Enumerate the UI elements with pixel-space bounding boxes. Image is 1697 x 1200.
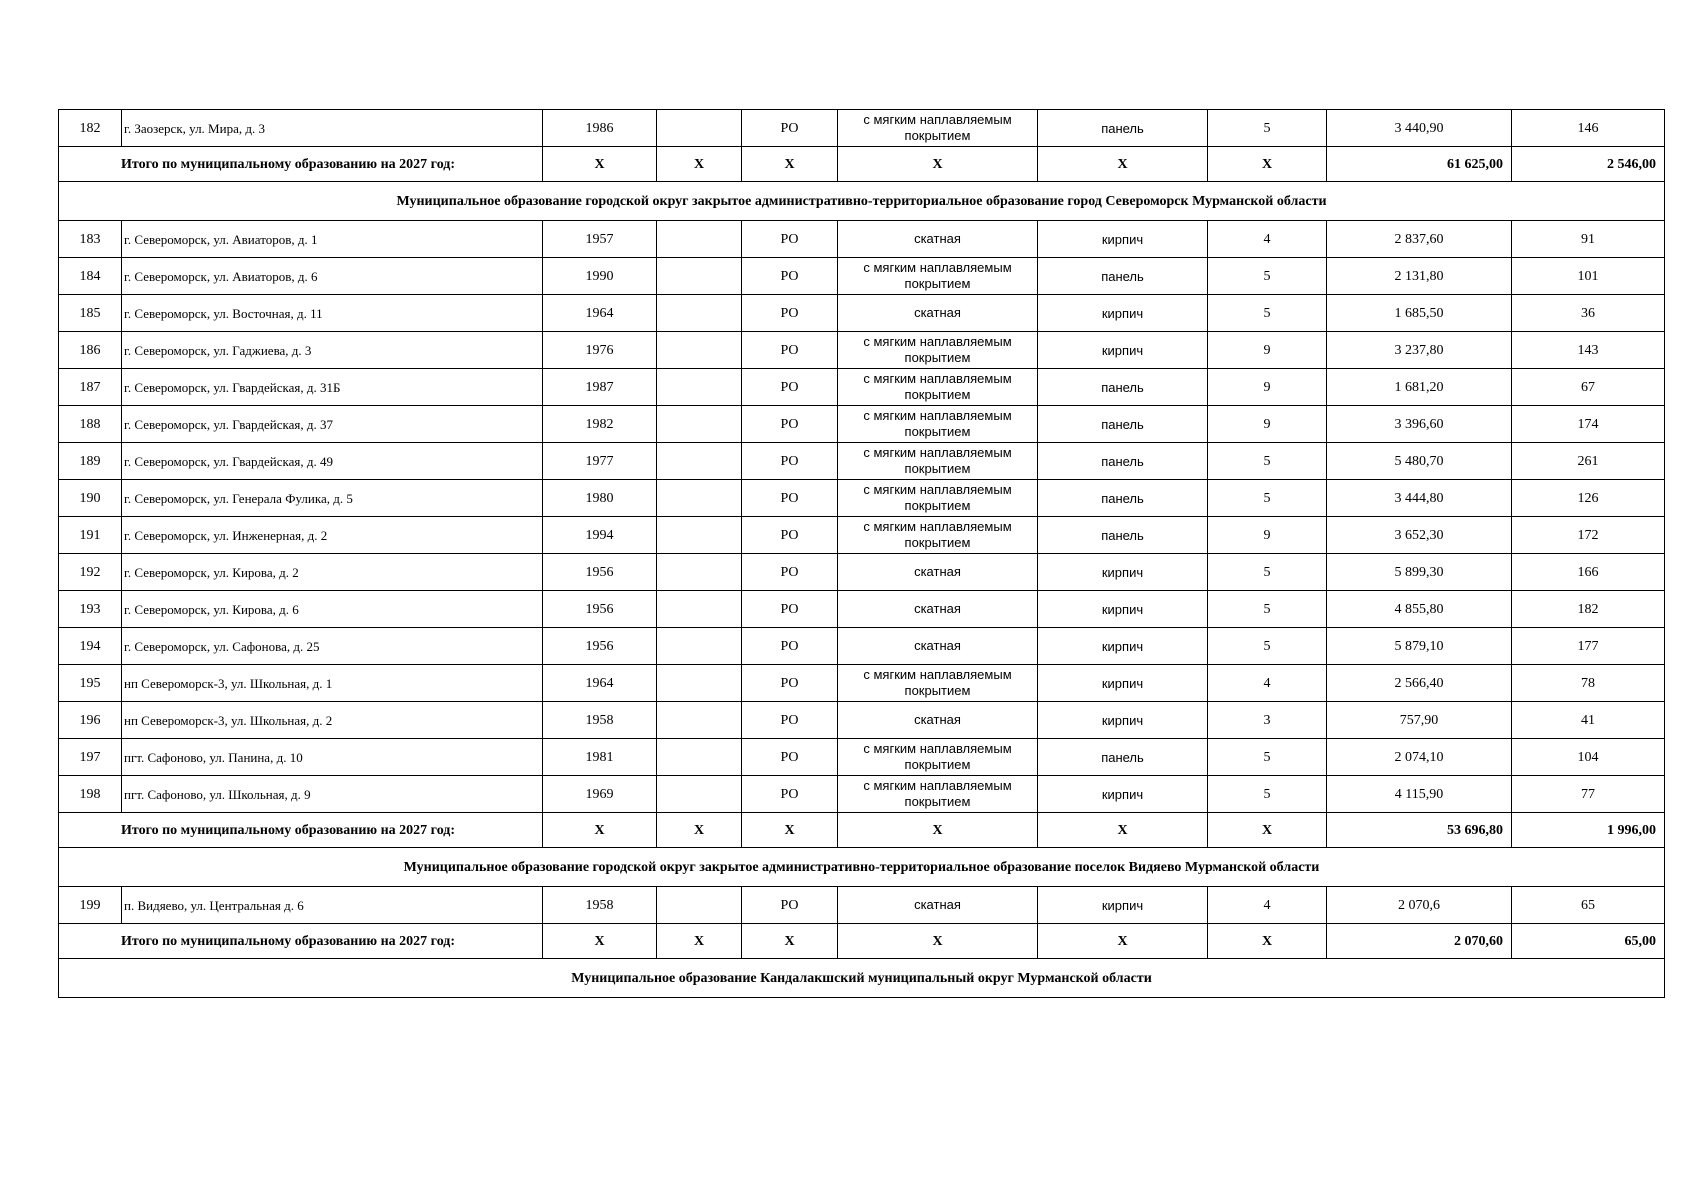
residents-cell: 36 [1512, 295, 1665, 332]
total-row [59, 147, 1665, 182]
residents-cell: 41 [1512, 702, 1665, 739]
blank-cell [657, 517, 742, 554]
row-number: 190 [59, 480, 122, 517]
floors-cell: 4 [1208, 665, 1327, 702]
wall-material-cell: панель [1038, 480, 1208, 517]
row-number: 193 [59, 591, 122, 628]
wall-material-cell: кирпич [1038, 665, 1208, 702]
wall-material-cell: кирпич [1038, 591, 1208, 628]
row-number: 184 [59, 258, 122, 295]
year-cell: 1956 [543, 628, 657, 665]
fund-cell: РО [742, 628, 838, 665]
floors-cell: 5 [1208, 591, 1327, 628]
residents-cell: 78 [1512, 665, 1665, 702]
year-cell: 1982 [543, 406, 657, 443]
address-cell: п. Видяево, ул. Центральная д. 6 [122, 887, 543, 924]
wall-material-cell: кирпич [1038, 295, 1208, 332]
residents-cell: 77 [1512, 776, 1665, 813]
roof-type-cell: с мягким наплавляемым покрытием [838, 776, 1038, 813]
table-row [59, 665, 1665, 702]
wall-material-cell: панель [1038, 443, 1208, 480]
address-cell: пгт. Сафоново, ул. Школьная, д. 9 [122, 776, 543, 813]
roof-type-cell: с мягким наплавляемым покрытием [838, 258, 1038, 295]
floors-cell: 5 [1208, 554, 1327, 591]
area-cell: 5 879,10 [1327, 628, 1512, 665]
address-cell: г. Североморск, ул. Кирова, д. 6 [122, 591, 543, 628]
roof-type-cell: скатная [838, 295, 1038, 332]
row-number: 197 [59, 739, 122, 776]
blank-cell [657, 258, 742, 295]
area-cell: 5 480,70 [1327, 443, 1512, 480]
table-row [59, 258, 1665, 295]
total-residents: 1 996,00 [1512, 813, 1665, 848]
floors-cell: 9 [1208, 517, 1327, 554]
section-title: Муниципальное образование Кандалакшский муниципальный округ Мурманской области [59, 959, 1665, 998]
wall-material-cell: кирпич [1038, 628, 1208, 665]
area-cell: 2 566,40 [1327, 665, 1512, 702]
floors-cell: 5 [1208, 443, 1327, 480]
address-cell: г. Североморск, ул. Гвардейская, д. 37 [122, 406, 543, 443]
table-row [59, 110, 1665, 147]
blank-cell [657, 554, 742, 591]
roof-type-cell: скатная [838, 887, 1038, 924]
residents-cell: 91 [1512, 221, 1665, 258]
wall-material-cell: кирпич [1038, 776, 1208, 813]
residents-cell: 101 [1512, 258, 1665, 295]
residents-cell: 174 [1512, 406, 1665, 443]
blank-cell [657, 295, 742, 332]
address-cell: г. Североморск, ул. Гвардейская, д. 49 [122, 443, 543, 480]
wall-material-cell: панель [1038, 110, 1208, 147]
area-cell: 4 115,90 [1327, 776, 1512, 813]
residents-cell: 143 [1512, 332, 1665, 369]
table-row [59, 554, 1665, 591]
row-number: 198 [59, 776, 122, 813]
fund-cell: РО [742, 369, 838, 406]
table-row [59, 887, 1665, 924]
residents-cell: 67 [1512, 369, 1665, 406]
roof-type-cell: с мягким наплавляемым покрытием [838, 443, 1038, 480]
fund-cell: РО [742, 332, 838, 369]
year-cell: 1987 [543, 369, 657, 406]
row-number: 183 [59, 221, 122, 258]
area-cell: 2 070,6 [1327, 887, 1512, 924]
area-cell: 3 237,80 [1327, 332, 1512, 369]
area-cell: 1 685,50 [1327, 295, 1512, 332]
wall-material-cell: панель [1038, 517, 1208, 554]
row-number: 188 [59, 406, 122, 443]
year-cell: 1980 [543, 480, 657, 517]
row-number: 189 [59, 443, 122, 480]
floors-cell: 4 [1208, 221, 1327, 258]
address-cell: г. Североморск, ул. Инженерная, д. 2 [122, 517, 543, 554]
blank-cell [657, 887, 742, 924]
roof-type-cell: с мягким наплавляемым покрытием [838, 369, 1038, 406]
floors-cell: 4 [1208, 887, 1327, 924]
roof-type-cell: с мягким наплавляемым покрытием [838, 665, 1038, 702]
blank-cell [657, 702, 742, 739]
total-row [59, 924, 1665, 959]
roof-type-cell: скатная [838, 221, 1038, 258]
section-title: Муниципальное образование городской округ закрытое административно-территориальное образование поселок Видяево Мурманской области [59, 848, 1665, 887]
area-cell: 5 899,30 [1327, 554, 1512, 591]
total-mark: X [543, 924, 657, 959]
table-row [59, 443, 1665, 480]
address-cell: пгт. Сафоново, ул. Панина, д. 10 [122, 739, 543, 776]
residents-cell: 126 [1512, 480, 1665, 517]
year-cell: 1956 [543, 591, 657, 628]
wall-material-cell: кирпич [1038, 332, 1208, 369]
total-residents: 2 546,00 [1512, 147, 1665, 182]
residents-cell: 182 [1512, 591, 1665, 628]
fund-cell: РО [742, 221, 838, 258]
row-number: 199 [59, 887, 122, 924]
area-cell: 3 396,60 [1327, 406, 1512, 443]
address-cell: г. Североморск, ул. Гвардейская, д. 31Б [122, 369, 543, 406]
blank-cell [657, 591, 742, 628]
total-mark: X [543, 813, 657, 848]
blank-cell [657, 628, 742, 665]
table-row [59, 369, 1665, 406]
fund-cell: РО [742, 258, 838, 295]
residents-cell: 261 [1512, 443, 1665, 480]
floors-cell: 5 [1208, 776, 1327, 813]
blank-cell [657, 443, 742, 480]
year-cell: 1976 [543, 332, 657, 369]
total-mark: X [1208, 813, 1327, 848]
blank-cell [657, 739, 742, 776]
total-mark: X [1208, 924, 1327, 959]
table-row [59, 591, 1665, 628]
area-cell: 4 855,80 [1327, 591, 1512, 628]
area-cell: 2 131,80 [1327, 258, 1512, 295]
blank-cell [657, 369, 742, 406]
roof-type-cell: скатная [838, 628, 1038, 665]
address-cell: г. Североморск, ул. Сафонова, д. 25 [122, 628, 543, 665]
roof-type-cell: с мягким наплавляемым покрытием [838, 110, 1038, 147]
year-cell: 1986 [543, 110, 657, 147]
area-cell: 3 652,30 [1327, 517, 1512, 554]
table-row [59, 480, 1665, 517]
area-cell: 1 681,20 [1327, 369, 1512, 406]
table-row [59, 776, 1665, 813]
roof-type-cell: с мягким наплавляемым покрытием [838, 406, 1038, 443]
roof-type-cell: скатная [838, 554, 1038, 591]
year-cell: 1981 [543, 739, 657, 776]
address-cell: г. Североморск, ул. Авиаторов, д. 1 [122, 221, 543, 258]
total-mark: X [838, 147, 1038, 182]
row-number: 191 [59, 517, 122, 554]
roof-type-cell: с мягким наплавляемым покрытием [838, 517, 1038, 554]
address-cell: г. Заозерск, ул. Мира, д. 3 [122, 110, 543, 147]
fund-cell: РО [742, 443, 838, 480]
address-cell: г. Североморск, ул. Авиаторов, д. 6 [122, 258, 543, 295]
year-cell: 1969 [543, 776, 657, 813]
floors-cell: 5 [1208, 295, 1327, 332]
floors-cell: 9 [1208, 406, 1327, 443]
section-header-row [59, 959, 1665, 998]
fund-cell: РО [742, 295, 838, 332]
blank-cell [657, 480, 742, 517]
table-row [59, 332, 1665, 369]
floors-cell: 5 [1208, 110, 1327, 147]
total-mark: X [838, 924, 1038, 959]
roof-type-cell: с мягким наплавляемым покрытием [838, 739, 1038, 776]
blank-cell [657, 332, 742, 369]
wall-material-cell: кирпич [1038, 221, 1208, 258]
fund-cell: РО [742, 887, 838, 924]
table-row [59, 517, 1665, 554]
wall-material-cell: кирпич [1038, 554, 1208, 591]
table-row [59, 295, 1665, 332]
area-cell: 757,90 [1327, 702, 1512, 739]
fund-cell: РО [742, 591, 838, 628]
total-label: Итого по муниципальному образованию на 2027 год: [59, 147, 543, 182]
floors-cell: 9 [1208, 369, 1327, 406]
table-row [59, 406, 1665, 443]
address-cell: нп Североморск-3, ул. Школьная, д. 1 [122, 665, 543, 702]
blank-cell [657, 406, 742, 443]
total-label: Итого по муниципальному образованию на 2027 год: [59, 924, 543, 959]
wall-material-cell: панель [1038, 258, 1208, 295]
table-row [59, 628, 1665, 665]
housing-register-table [58, 109, 1665, 998]
area-cell: 3 440,90 [1327, 110, 1512, 147]
address-cell: г. Североморск, ул. Гаджиева, д. 3 [122, 332, 543, 369]
wall-material-cell: панель [1038, 739, 1208, 776]
fund-cell: РО [742, 665, 838, 702]
floors-cell: 3 [1208, 702, 1327, 739]
area-cell: 2 837,60 [1327, 221, 1512, 258]
residents-cell: 177 [1512, 628, 1665, 665]
area-cell: 3 444,80 [1327, 480, 1512, 517]
total-mark: X [657, 147, 742, 182]
year-cell: 1977 [543, 443, 657, 480]
total-mark: X [1038, 147, 1208, 182]
total-row [59, 813, 1665, 848]
total-mark: X [1208, 147, 1327, 182]
year-cell: 1956 [543, 554, 657, 591]
fund-cell: РО [742, 554, 838, 591]
year-cell: 1957 [543, 221, 657, 258]
row-number: 187 [59, 369, 122, 406]
fund-cell: РО [742, 110, 838, 147]
total-mark: X [543, 147, 657, 182]
year-cell: 1958 [543, 702, 657, 739]
blank-cell [657, 110, 742, 147]
blank-cell [657, 221, 742, 258]
total-area: 2 070,60 [1327, 924, 1512, 959]
row-number: 194 [59, 628, 122, 665]
total-area: 61 625,00 [1327, 147, 1512, 182]
total-label: Итого по муниципальному образованию на 2027 год: [59, 813, 543, 848]
residents-cell: 104 [1512, 739, 1665, 776]
address-cell: г. Североморск, ул. Генерала Фулика, д. 5 [122, 480, 543, 517]
fund-cell: РО [742, 517, 838, 554]
roof-type-cell: скатная [838, 702, 1038, 739]
year-cell: 1964 [543, 665, 657, 702]
fund-cell: РО [742, 739, 838, 776]
total-residents: 65,00 [1512, 924, 1665, 959]
floors-cell: 5 [1208, 739, 1327, 776]
wall-material-cell: кирпич [1038, 887, 1208, 924]
fund-cell: РО [742, 702, 838, 739]
residents-cell: 65 [1512, 887, 1665, 924]
fund-cell: РО [742, 776, 838, 813]
row-number: 192 [59, 554, 122, 591]
wall-material-cell: панель [1038, 369, 1208, 406]
section-title: Муниципальное образование городской округ закрытое административно-территориальное образование город Североморск Мурманской области [59, 182, 1665, 221]
table-row [59, 221, 1665, 258]
floors-cell: 5 [1208, 480, 1327, 517]
roof-type-cell: скатная [838, 591, 1038, 628]
residents-cell: 172 [1512, 517, 1665, 554]
year-cell: 1990 [543, 258, 657, 295]
total-mark: X [657, 813, 742, 848]
row-number: 182 [59, 110, 122, 147]
fund-cell: РО [742, 406, 838, 443]
floors-cell: 5 [1208, 258, 1327, 295]
year-cell: 1994 [543, 517, 657, 554]
wall-material-cell: кирпич [1038, 702, 1208, 739]
area-cell: 2 074,10 [1327, 739, 1512, 776]
row-number: 186 [59, 332, 122, 369]
roof-type-cell: с мягким наплавляемым покрытием [838, 480, 1038, 517]
total-mark: X [742, 147, 838, 182]
floors-cell: 9 [1208, 332, 1327, 369]
total-mark: X [838, 813, 1038, 848]
fund-cell: РО [742, 480, 838, 517]
row-number: 195 [59, 665, 122, 702]
total-mark: X [657, 924, 742, 959]
blank-cell [657, 776, 742, 813]
roof-type-cell: с мягким наплавляемым покрытием [838, 332, 1038, 369]
residents-cell: 146 [1512, 110, 1665, 147]
total-mark: X [742, 813, 838, 848]
year-cell: 1958 [543, 887, 657, 924]
section-header-row [59, 848, 1665, 887]
residents-cell: 166 [1512, 554, 1665, 591]
address-cell: г. Североморск, ул. Кирова, д. 2 [122, 554, 543, 591]
total-mark: X [742, 924, 838, 959]
row-number: 185 [59, 295, 122, 332]
total-area: 53 696,80 [1327, 813, 1512, 848]
total-mark: X [1038, 924, 1208, 959]
total-mark: X [1038, 813, 1208, 848]
table-row [59, 702, 1665, 739]
wall-material-cell: панель [1038, 406, 1208, 443]
blank-cell [657, 665, 742, 702]
address-cell: г. Североморск, ул. Восточная, д. 11 [122, 295, 543, 332]
table-row [59, 739, 1665, 776]
section-header-row [59, 182, 1665, 221]
floors-cell: 5 [1208, 628, 1327, 665]
address-cell: нп Североморск-3, ул. Школьная, д. 2 [122, 702, 543, 739]
row-number: 196 [59, 702, 122, 739]
year-cell: 1964 [543, 295, 657, 332]
table-body [59, 110, 1665, 998]
